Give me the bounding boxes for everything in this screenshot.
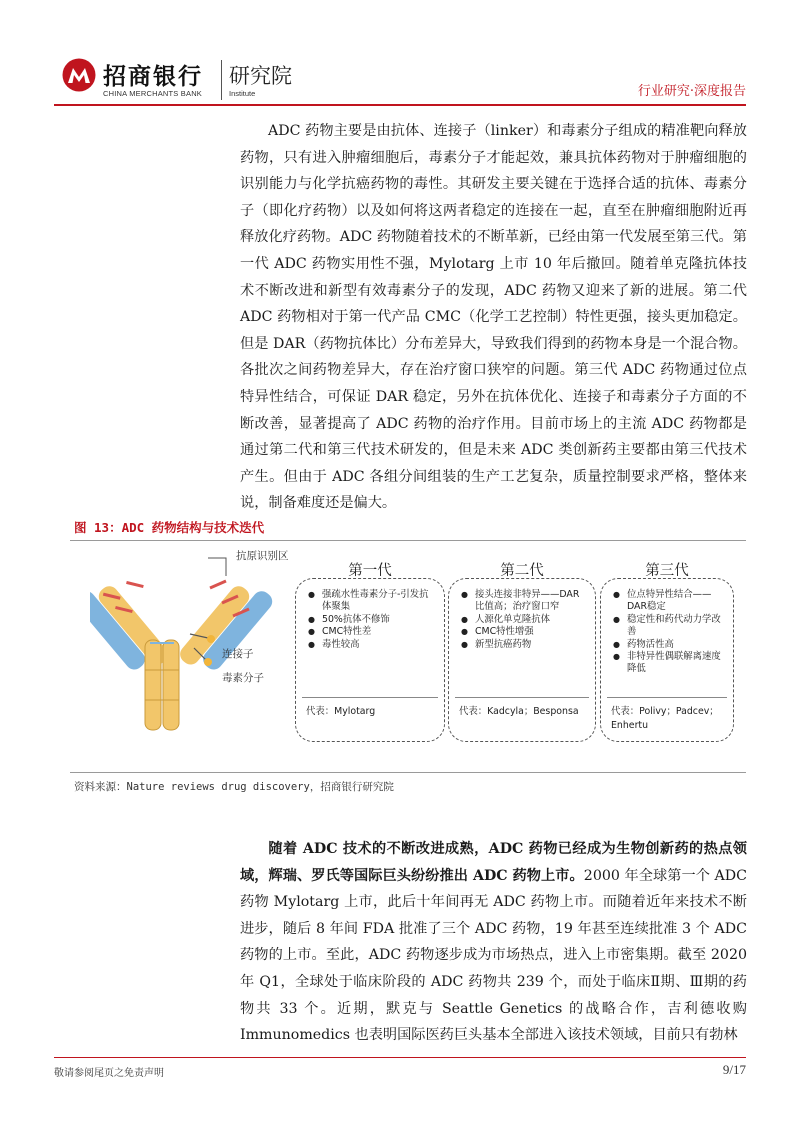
gen3-feature: ● 非特异性偶联解离速度降低 bbox=[611, 651, 725, 676]
figure-title: 图 13：ADC 药物结构与技术迭代 bbox=[74, 520, 265, 535]
gen2-box bbox=[448, 578, 596, 742]
cmb-logo-icon bbox=[62, 58, 96, 92]
gen2-heading: 第二代 bbox=[500, 563, 544, 579]
gen3-feature-list bbox=[611, 589, 725, 676]
footer-rule bbox=[54, 1057, 746, 1058]
institute-name: 研究院 bbox=[229, 64, 292, 88]
gen3-feature: ● 位点特异性结合——DAR稳定 bbox=[611, 589, 725, 614]
label-antigen-region: 抗原识别区 bbox=[236, 550, 289, 562]
gen1-feature: ● 50%抗体不修饰 bbox=[306, 614, 436, 626]
header-separator bbox=[221, 60, 222, 100]
gen3-box bbox=[600, 578, 734, 742]
gen2-divider bbox=[455, 697, 589, 698]
gen1-feature-list bbox=[306, 589, 436, 651]
report-type: 行业研究·深度报告 bbox=[637, 84, 746, 99]
gen3-feature: ● 药物活性高 bbox=[611, 639, 725, 651]
gen2-feature-list bbox=[459, 589, 587, 651]
gen1-feature: ● 毒性较高 bbox=[306, 639, 436, 651]
label-linker: 连接子 bbox=[222, 648, 254, 660]
footer-disclaimer: 敬请参阅尾页之免责声明 bbox=[54, 1068, 164, 1079]
figure-source: 资料来源：Nature reviews drug discovery，招商银行研究院 bbox=[74, 781, 394, 793]
paragraph-1-text: ADC 药物主要是由抗体、连接子（linker）和毒素分子组成的精准靶向释放药物，只有进入肿瘤细胞后，毒素分子才能起效，兼具抗体药物对于肿瘤细胞的识别能力与化学抗癌药物的毒性。其研发主要关键在于选择合适的抗体、毒素分子（即化疗药物）以及如何将这两者稳定的连接在一起，直至在肿瘤细胞附近再释放化疗药物。ADC 药物随着技术的不断革新，已经由第一代发展至第三代。第一代 ADC 药物实用性不强，Mylotarg 上市 10 年后撤回。随着单克隆抗体技术不断改进和新型有效毒素分子的发现，ADC 药物又迎来了新的进展。第二代 ADC 药物相对于第一代产品 CMC（化学工艺控制）特性更强，接头更加稳定。但是 DAR（药物抗体比）分布差异大，导致我们得到的药物本身是一个混合物。各批次之间药物差异大，存在治疗窗口狭窄的问题。第三代 ADC 药物通过位点特异性结合，可保证 DAR 稳定，另外在抗体优化、连接子和毒素分子方面的不断改善，显著提高了 ADC 药物的治疗作用。目前市场上的主流 ADC 药物都是通过第二代和第三代技术研发的，但是未来 ADC 类创新药主要都由第三代技术产生。但由于 ADC 各组分间组装的生产工艺复杂，质量控制要求严格，整体来说，制备难度还是偏大。 bbox=[240, 123, 747, 512]
body-paragraph-1 bbox=[240, 118, 747, 517]
institute-name-english: Institute bbox=[229, 89, 256, 98]
gen3-feature: ● 稳定性和药代动力学改善 bbox=[611, 614, 725, 639]
figure-bottom-rule bbox=[70, 772, 746, 773]
gen1-feature: ● CMC特性差 bbox=[306, 626, 436, 638]
gen1-feature: ● 强疏水性毒素分子-引发抗体聚集 bbox=[306, 589, 436, 614]
gen2-feature: ● 接头连接非特异——DAR比值高；治疗窗口窄 bbox=[459, 589, 587, 614]
gen2-feature: ● 人源化单克隆抗体 bbox=[459, 614, 587, 626]
paragraph-2-lead: 随着 ADC 技术的不断改进成熟，ADC 药物已经成为生物创新药的热点领域，辉瑞、罗氏等国际巨头纷纷推出 ADC 药物上市。 bbox=[240, 841, 747, 884]
brand-name-english: CHINA MERCHANTS BANK bbox=[103, 89, 203, 98]
gen1-heading: 第一代 bbox=[348, 563, 392, 579]
gen2-representative: 代表：Kadcyla；Besponsa bbox=[459, 706, 579, 717]
gen2-feature: ● CMC特性增强 bbox=[459, 626, 587, 638]
gen2-feature: ● 新型抗癌药物 bbox=[459, 639, 587, 651]
gen1-divider bbox=[302, 697, 438, 698]
figure-top-rule bbox=[70, 540, 746, 541]
page-number: 9/17 bbox=[722, 1062, 746, 1077]
header-rule bbox=[54, 104, 746, 106]
body-paragraph-2 bbox=[240, 836, 747, 1049]
gen1-box bbox=[295, 578, 445, 742]
label-toxin: 毒素分子 bbox=[222, 672, 264, 684]
gen3-divider bbox=[607, 697, 727, 698]
brand-name: 招商银行 bbox=[103, 64, 203, 90]
gen3-representative: 代表：Polivy；Padcev；Enhertu bbox=[611, 706, 719, 731]
gen1-representative: 代表：Mylotarg bbox=[306, 706, 376, 717]
gen3-heading: 第三代 bbox=[645, 563, 689, 579]
adc-antibody-illustration bbox=[90, 548, 315, 738]
paragraph-2-text: 2000 年全球第一个 ADC 药物 Mylotarg 上市，此后十年间再无 ADC 药物上市。而随着近年来技术不断进步，随后 8 年间 FDA 批准了三个 ADC 药物，19 年甚至连续批准 3 个 ADC 药物的上市。至此，ADC 药物逐步成为市场热点，进入上市密集期。截至 2020 年 Q1，全球处于临床阶段的 ADC 药物共 239 个，而处于临床Ⅱ期、Ⅲ期的药物共 33 个。近期，默克与 Seattle Genetics 的战略合作，吉利德收购 Immunomedics 也表明国际医药巨头基本全部进入该技术领域，目前只有勃林 bbox=[240, 867, 748, 1044]
